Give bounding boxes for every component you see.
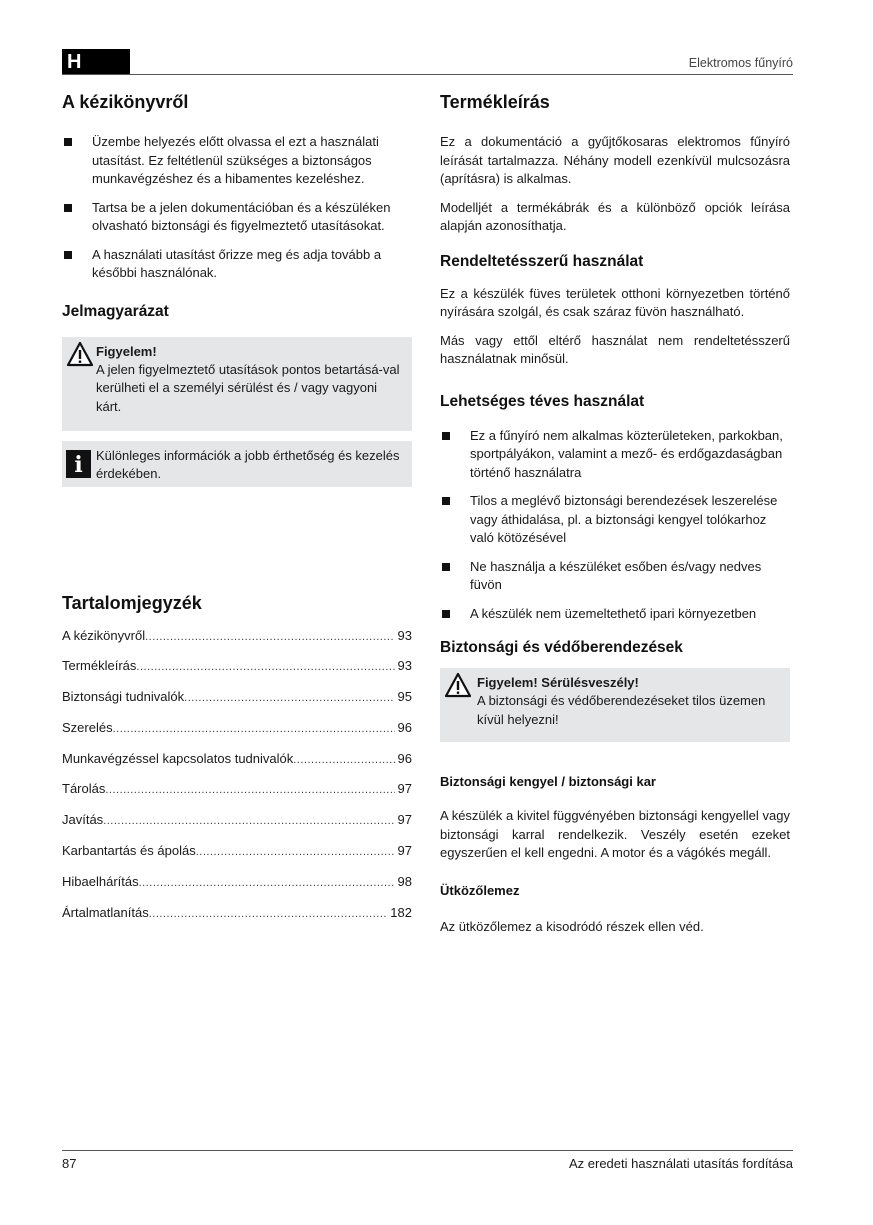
warning-triangle-icon (66, 341, 94, 367)
safety-bar-heading: Biztonsági kengyel / biztonsági kar (440, 774, 656, 789)
toc-list (62, 628, 412, 936)
toc-label: Tárolás (62, 781, 106, 797)
product-paragraph: Modelljét a termékábrák és a különböző opciók leírása alapján azonosíthatja. (440, 199, 790, 233)
toc-row[interactable] (62, 751, 412, 782)
misuse-bullet: A készülék nem üzemeltethető ipari környezetben (440, 605, 790, 624)
right-column (440, 92, 790, 936)
toc-leader (105, 784, 394, 796)
info-text: Különleges információk a jobb érthetőség és kezelés érdekében. (96, 447, 400, 481)
toc-label: Karbantartás és ápolás (62, 843, 196, 859)
toc-page: 96 (397, 719, 412, 735)
warning-title: Figyelem! (96, 343, 157, 359)
toc-label: Biztonsági tudnivalók (62, 689, 185, 705)
toc-row[interactable] (62, 843, 412, 874)
about-bullet-list (62, 133, 412, 283)
toc-label: A kézikönyvről (62, 627, 146, 643)
toc-page: 96 (397, 750, 412, 766)
toc-label: Ártalmatlanítás (62, 904, 149, 920)
intended-use-heading: Rendeltetésszerű használat (440, 252, 644, 270)
toc-page: 95 (397, 689, 412, 705)
toc-row[interactable] (62, 689, 412, 720)
toc-page: 93 (397, 627, 412, 643)
safety-warning-title: Figyelem! Sérülésveszély! (477, 675, 639, 690)
footer-text: Az eredeti használati utasítás fordítása (568, 1156, 793, 1171)
toc-page: 97 (397, 843, 412, 859)
misuse-bullet-list (440, 427, 790, 624)
toc-row[interactable] (62, 720, 412, 751)
left-column (62, 92, 412, 935)
toc-row[interactable] (62, 874, 412, 905)
safety-heading: Biztonsági és védőberendezések (440, 639, 683, 656)
toc-page: 98 (397, 873, 412, 889)
toc-leader (113, 723, 395, 735)
toc-leader (103, 815, 394, 827)
toc-section (62, 593, 412, 936)
about-bullet: Üzembe helyezés előtt olvassa el ezt a használati utasítást. Ez feltétlenül szükséges a biztonságos munkavégzéshez és a hibamentes kezeléshez. (62, 133, 412, 189)
page-number: 87 (62, 1156, 77, 1171)
toc-label: Javítás (62, 812, 104, 828)
footer-rule (62, 1150, 793, 1151)
toc-leader (139, 877, 395, 889)
misuse-section (440, 393, 790, 624)
deflector-text: Az ütközőlemez a kisodródó részek ellen véd. (440, 918, 704, 934)
toc-row[interactable] (62, 658, 412, 689)
safety-section (440, 639, 790, 936)
page-footer (62, 1150, 793, 1171)
info-box (62, 441, 412, 487)
toc-page: 97 (397, 781, 412, 797)
safety-warning-text: A biztonsági és védőberendezéseket tilos üzemen kívül helyezni! (477, 693, 766, 727)
toc-row[interactable] (62, 628, 412, 659)
header-title: Elektromos fűnyíró (688, 56, 793, 70)
toc-leader (293, 754, 394, 766)
toc-label: Termékleírás (62, 658, 137, 674)
warning-box (62, 337, 412, 431)
about-bullet: Tartsa be a jelen dokumentációban és a készüléken olvasható biztonsági és figyelmeztető utasításokat. (62, 199, 412, 236)
misuse-bullet: Ez a fűnyíró nem alkalmas közterületeken, parkokban, sportpályákon, valamint a mező- és erdőgazdaságban történő használatra (440, 427, 790, 483)
about-heading: A kézikönyvről (62, 92, 189, 112)
intended-use-paragraph: Ez a készülék füves területek otthoni környezetben történő nyírására szolgál, és csak száraz füvön használható. (440, 285, 790, 319)
info-icon: i (66, 450, 91, 478)
page-header (62, 49, 793, 76)
warning-triangle-icon (444, 672, 472, 698)
toc-page: 182 (390, 904, 412, 920)
header-rule (62, 74, 793, 75)
toc-row[interactable] (62, 781, 412, 812)
misuse-bullet: Ne használja a készüléket esőben és/vagy nedves füvön (440, 558, 790, 595)
safety-warning-box (440, 668, 790, 742)
toc-heading: Tartalomjegyzék (62, 592, 202, 613)
language-tab: H (62, 49, 130, 75)
safety-bar-text: A készülék a kivitel függvényében biztonsági kengyellel vagy biztonsági karral rendelkezik. Veszély esetén ezeket egyszerűen el kell engedni. A motor és a vágókés megáll. (440, 808, 790, 860)
product-section (440, 92, 790, 236)
toc-leader (184, 692, 394, 704)
product-paragraph: Ez a dokumentáció a gyűjtőkosaras elektromos fűnyíró leírását tartalmazza. Néhány modell ezenkívül mulcsozásra (aprításra) is alkalmas. (440, 134, 790, 186)
toc-leader (145, 631, 394, 643)
toc-label: Szerelés (62, 719, 113, 735)
legend-section (62, 303, 412, 487)
toc-leader (136, 661, 394, 673)
toc-page: 97 (397, 812, 412, 828)
toc-row[interactable] (62, 812, 412, 843)
misuse-heading: Lehetséges téves használat (440, 392, 645, 410)
toc-page: 93 (397, 658, 412, 674)
product-heading: Termékleírás (440, 92, 550, 112)
toc-label: Hibaelhárítás (62, 873, 139, 889)
misuse-bullet: Tilos a meglévő biztonsági berendezések leszerelése vagy áthidalása, pl. a biztonsági kengyel tolókarhoz való kötözésével (440, 492, 790, 548)
intended-use-section (440, 253, 790, 369)
about-bullet: A használati utasítást őrizze meg és adja tovább a későbbi használónak. (62, 246, 412, 283)
deflector-heading: Ütközőlemez (440, 882, 520, 898)
intended-use-paragraph: Más vagy ettől eltérő használat nem rendeltetésszerű használatnak minősül. (440, 332, 790, 366)
legend-heading: Jelmagyarázat (62, 302, 169, 320)
toc-label: Munkavégzéssel kapcsolatos tudnivalók (62, 750, 294, 766)
about-section (62, 92, 412, 283)
warning-text: A jelen figyelmeztető utasítások pontos betartásá-val kerülheti el a személyi sérülést és / vagy vagyoni kárt. (96, 361, 400, 414)
toc-leader (196, 846, 395, 858)
toc-leader (149, 908, 388, 920)
toc-row[interactable] (62, 905, 412, 936)
